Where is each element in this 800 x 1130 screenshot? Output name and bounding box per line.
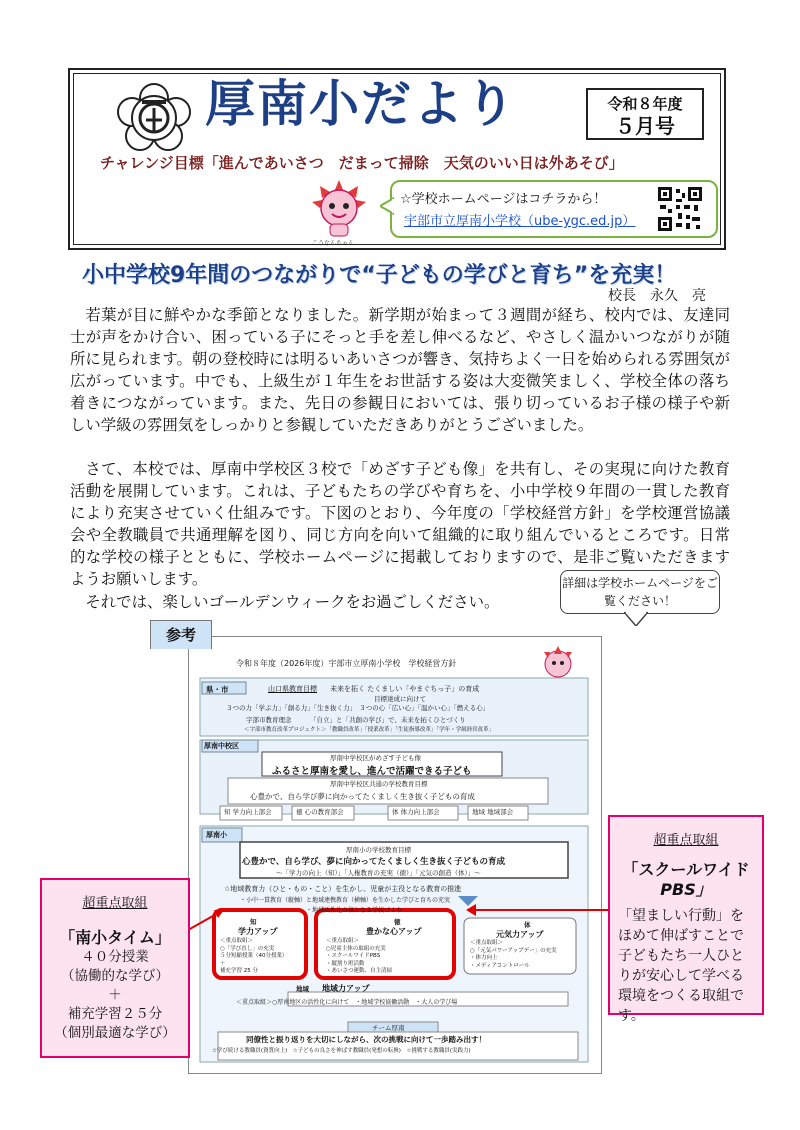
section-pref: 県・市 (206, 685, 229, 694)
jhs-label: 厚南中学校区がめざす子ども像 (330, 754, 421, 762)
issue-month: ５月号 (615, 114, 675, 138)
pref-goal: 未来を拓く たくましい「やまぐちっ子」の育成 (330, 685, 480, 693)
pillar-3-tag: 体 (524, 921, 531, 929)
city-goal: 「自立」と「共創の学び」で、未来を拓くひとづくり (310, 716, 466, 724)
left-box-line-3: ＋ (108, 987, 122, 1003)
left-box-heading: 超重点取組 (82, 896, 148, 911)
school-goal-label: 厚南小の学校教育目標 (346, 846, 411, 854)
qr-code-icon[interactable] (656, 185, 704, 233)
mascot-caption: こうなんちゃん (312, 240, 355, 247)
speech-pointer-icon (380, 196, 394, 216)
jhs-common-label: 厚南中学校区共通の学校教育目標 (330, 780, 428, 788)
left-focus-box (40, 878, 190, 1058)
right-box-name: 「スクールワイド (622, 860, 750, 879)
mini-mascot-icon (544, 646, 572, 677)
school-goal-sub: ～「学力の向上（知）」「人権教育の充実（徳）」「元気の創造（体）」～ (276, 869, 481, 877)
callout-pointer-icon (624, 612, 648, 626)
reference-tab: 参考 (150, 620, 212, 649)
jhs-goal: ふるさと厚南を愛し、進んで活躍できる子ども (272, 766, 472, 777)
article-author: 校長 永久 亮 (608, 288, 706, 304)
issue-box (586, 88, 704, 140)
regional-policy: ☆地域教育力（ひと・もの・こと）を生かし、児童が主役となる教育の推進 (224, 885, 462, 893)
right-box-body: 「望ましい行動」をほめて伸ばすことで子どもたち一人ひとりが安心して学べる環境をつくる取組です。 (618, 908, 744, 1024)
pillar-2-items: ＜重点取組＞ ○児童主体の取組の充実 ・スクールワイドPBS ・縦割り班活動 ・あいさつ運動、自主清掃 (326, 938, 393, 974)
figure-title: 令和８年度（2026年度）宇部市立厚南小学校 学校経営方針 (236, 659, 457, 668)
left-box-line-2: （協働的な学び） (61, 968, 169, 984)
school-goal: 心豊かで、自ら学び、夢に向かってたくましく生き抜く子どもの育成 (242, 857, 505, 867)
pillar-1-items: ＜重点取組＞ ○「学び直し」の充実 ５分短縮授業（40分授業） ＋ 補充学習 25 分 (220, 938, 288, 974)
challenge-slogan: チャレンジ目標「進んであいさつ だまって掃除 天気のいい日は外あそび」 (100, 154, 624, 172)
pref-sub: 目標達成に向けて (374, 695, 426, 703)
pillar-1-tag: 知 (250, 918, 257, 926)
pillar-1-title: 学力アップ (238, 927, 278, 936)
pillar-2-tag: 徳 (394, 918, 401, 926)
pillar-3-title: 元気力アップ (496, 930, 544, 939)
right-box-heading: 超重点取組 (653, 833, 719, 848)
region-title: 地域力アップ (322, 984, 370, 993)
section-school: 厚南小 (206, 831, 227, 839)
city-project: ＜宇部市教育改革プロジェクト＞「教職員改革」「授業改革」「生徒指導改革」「学年・学級経営改革」 (244, 727, 495, 733)
homepage-link[interactable]: 宇部市立厚南小学校（ube-ygc.ed.jp） (404, 214, 636, 229)
pref-goal-label: 山口県教育目標 (268, 685, 317, 693)
right-box-name-2: PBS」 (660, 880, 712, 899)
left-box-line-4: 補充学習２５分 (67, 1006, 163, 1022)
pref-three: ３つの力「学ぶ力」「創る力」「生き抜く力」 ３つの心「広い心」「温かい心」「燃える心」 (226, 704, 490, 712)
left-arrow-icon (186, 900, 226, 940)
team-label: チーム厚南 (372, 1024, 405, 1032)
region-items: ＜重点取組＞○厚南地区の活性化に向けて ・地域学校協働活動 ・大人の学び場 (236, 999, 458, 1006)
right-arrow-icon (464, 900, 610, 920)
right-focus-box (608, 815, 764, 1024)
issue-year: 令和８年度 (607, 95, 683, 113)
homepage-callout: 詳細は学校ホームページをご覧ください！ (560, 570, 720, 614)
region-tag: 地域 (296, 985, 309, 993)
left-box-line-1: ４０分授業 (81, 949, 149, 965)
jhs-common: 心豊かで、自ら学び夢に向かってたくましく生き抜く子どもの育成 (250, 792, 475, 801)
regional-sub-1: ・小中一貫教育（縦軸）と地域連携教育（横軸）を生かした学びと育ちの充実 (240, 897, 451, 904)
section-jhs: 厚南中校区 (204, 742, 239, 750)
left-box-line-5: （個別最適な学び） (54, 1025, 176, 1041)
regional-sub-2: ・地域活性化の核となる学校づくり (306, 907, 403, 914)
article-paragraph-2: さて、本校では、厚南中学校区３校で「めざす子ども像」を共有し、その実現に向けた教育活動を展開しています。これは、子どもたちの学びや育ちを、小中学校９年間の一貫した教育により充実させていく仕組みです。下図のとおり、今年度の「学校経営方針」を学校運営協議会や全教職員で共通理解を図り、同じ方向を向いて組織的に取り組んでいるところです。日常的な学校の様子とともに、学校ホームページに掲載しておりますので、是非ご覧いただきますようお願いします。 (70, 460, 730, 588)
article-paragraph-3: それでは、楽しいゴールデンウィークをお過ごしください。 (85, 593, 500, 611)
team-text: 同僚性と振り返りを大切にしながら、次の挑戦に向けて一歩踏み出す！ (246, 1035, 486, 1044)
pillar-3-items: ＜重点取組＞ ○「元気パワーアップデー」の充実 ・体力向上 ・メディアコントロール (470, 940, 557, 969)
committee-4: 地域 地域部会 (472, 808, 514, 816)
article-headline: 小中学校9年間のつながりで“子どもの学びと育ち”を充実！ (82, 263, 677, 288)
homepage-label: ☆学校ホームページはコチラから！ (400, 192, 607, 207)
pillar-2-title: 豊かな心アップ (366, 927, 422, 936)
committee-3: 体 体力向上部会 (392, 808, 440, 816)
committee-1: 知 学力向上部会 (224, 808, 272, 816)
article-paragraph-1: 若葉が目に鮮やかな季節となりました。新学期が始まって３週間が経ち、校内では、友達同士が声をかけ合い、困っている子にそっと手を差し伸べるなど、やさしく温かいつながりが随所に見られます。朝の登校時には明るいあいさつが響き、気持ちよく一日を始められる雰囲気が広がっています。中でも、上級生が１年生をお世話する姿は大変微笑ましく、学校全体の落ち着きにつながっています。また、先日の参観日においては、張り切っているお子様の様子や新しい学級の雰囲気をしっかりと参観していただきありがとうございました。 (70, 306, 730, 434)
school-emblem-icon (116, 80, 192, 152)
committee-2: 徳 心の教育部会 (296, 808, 344, 816)
city-label: 宇部市教育理念 (246, 716, 292, 724)
newsletter-title: 厚南小だより (205, 75, 517, 133)
team-sub: ☆学び続ける教職員(資質向上) ☆子どもの良さを伸ばす教職員(発想の転換) ☆挑戦する教職員(実践力) (212, 1048, 471, 1054)
left-box-name: 「南小タイム」 (59, 928, 171, 947)
mascot-icon (306, 178, 372, 240)
